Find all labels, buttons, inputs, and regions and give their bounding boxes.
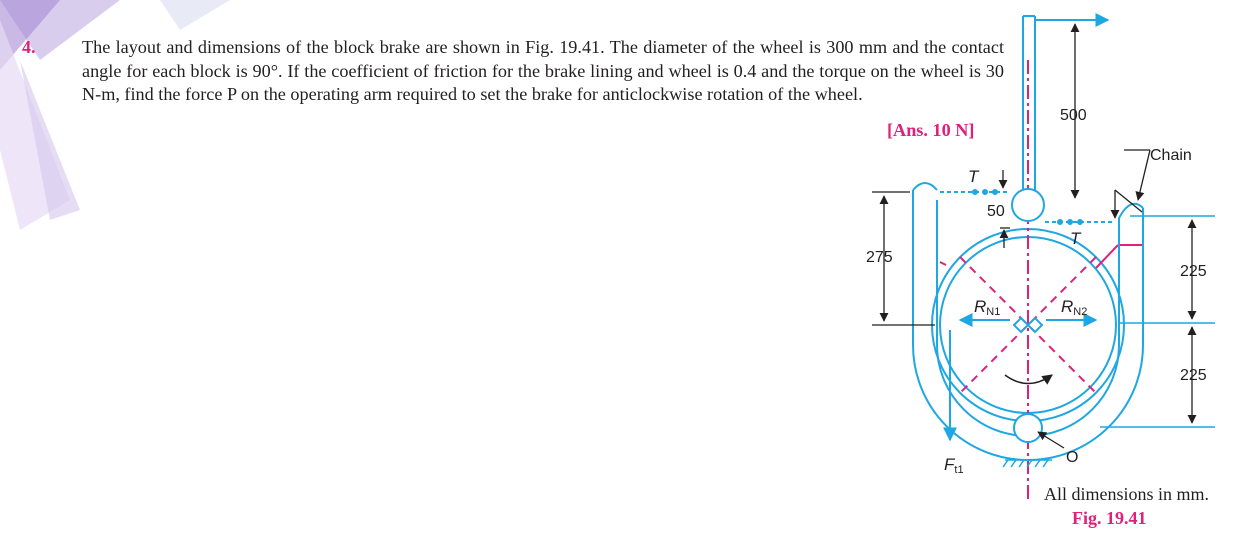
chain-line <box>1124 150 1150 200</box>
pivot-o-pointer <box>1038 432 1064 448</box>
dimension-225-pair <box>1100 216 1215 427</box>
label-T-left: T <box>968 167 979 186</box>
label-O: O <box>1066 449 1079 466</box>
answer-label: [Ans. 10 N] <box>887 120 975 140</box>
problem-number: 4. <box>22 37 36 57</box>
dimensions-note: All dimensions in mm. <box>1044 484 1210 504</box>
dim-225-top-text: 225 <box>1180 263 1207 280</box>
dim-50-text: 50 <box>987 203 1005 220</box>
pivot-top <box>1012 189 1044 221</box>
label-Ft1: Ft1 <box>944 455 964 476</box>
figure-caption: Fig. 19.41 <box>1072 508 1147 528</box>
dim-500-text: 500 <box>1060 107 1087 124</box>
pivot-bottom <box>1014 414 1042 442</box>
dim-275-text: 275 <box>866 249 893 266</box>
label-T-right: T <box>1070 229 1081 248</box>
label-RN2: RN2 <box>1061 297 1088 318</box>
dim-225-bottom-text: 225 <box>1180 367 1207 384</box>
problem-statement: The layout and dimensions of the block brake are shown in Fig. 19.41. The diameter of the wheel is 300 mm and the contact angle for each block is 90°. If the coefficient of friction for the brake lining and wheel is 0.4 and the torque on the wheel is 30 N-m, find the force P on the operating arm required to set the brake for anticlockwise rotation of the wheel. <box>82 37 1004 104</box>
right-brake-arm <box>1028 204 1143 460</box>
chain-label: Chain <box>1150 147 1192 164</box>
label-RN1: RN1 <box>974 297 1001 318</box>
operating-arm <box>1023 16 1108 190</box>
